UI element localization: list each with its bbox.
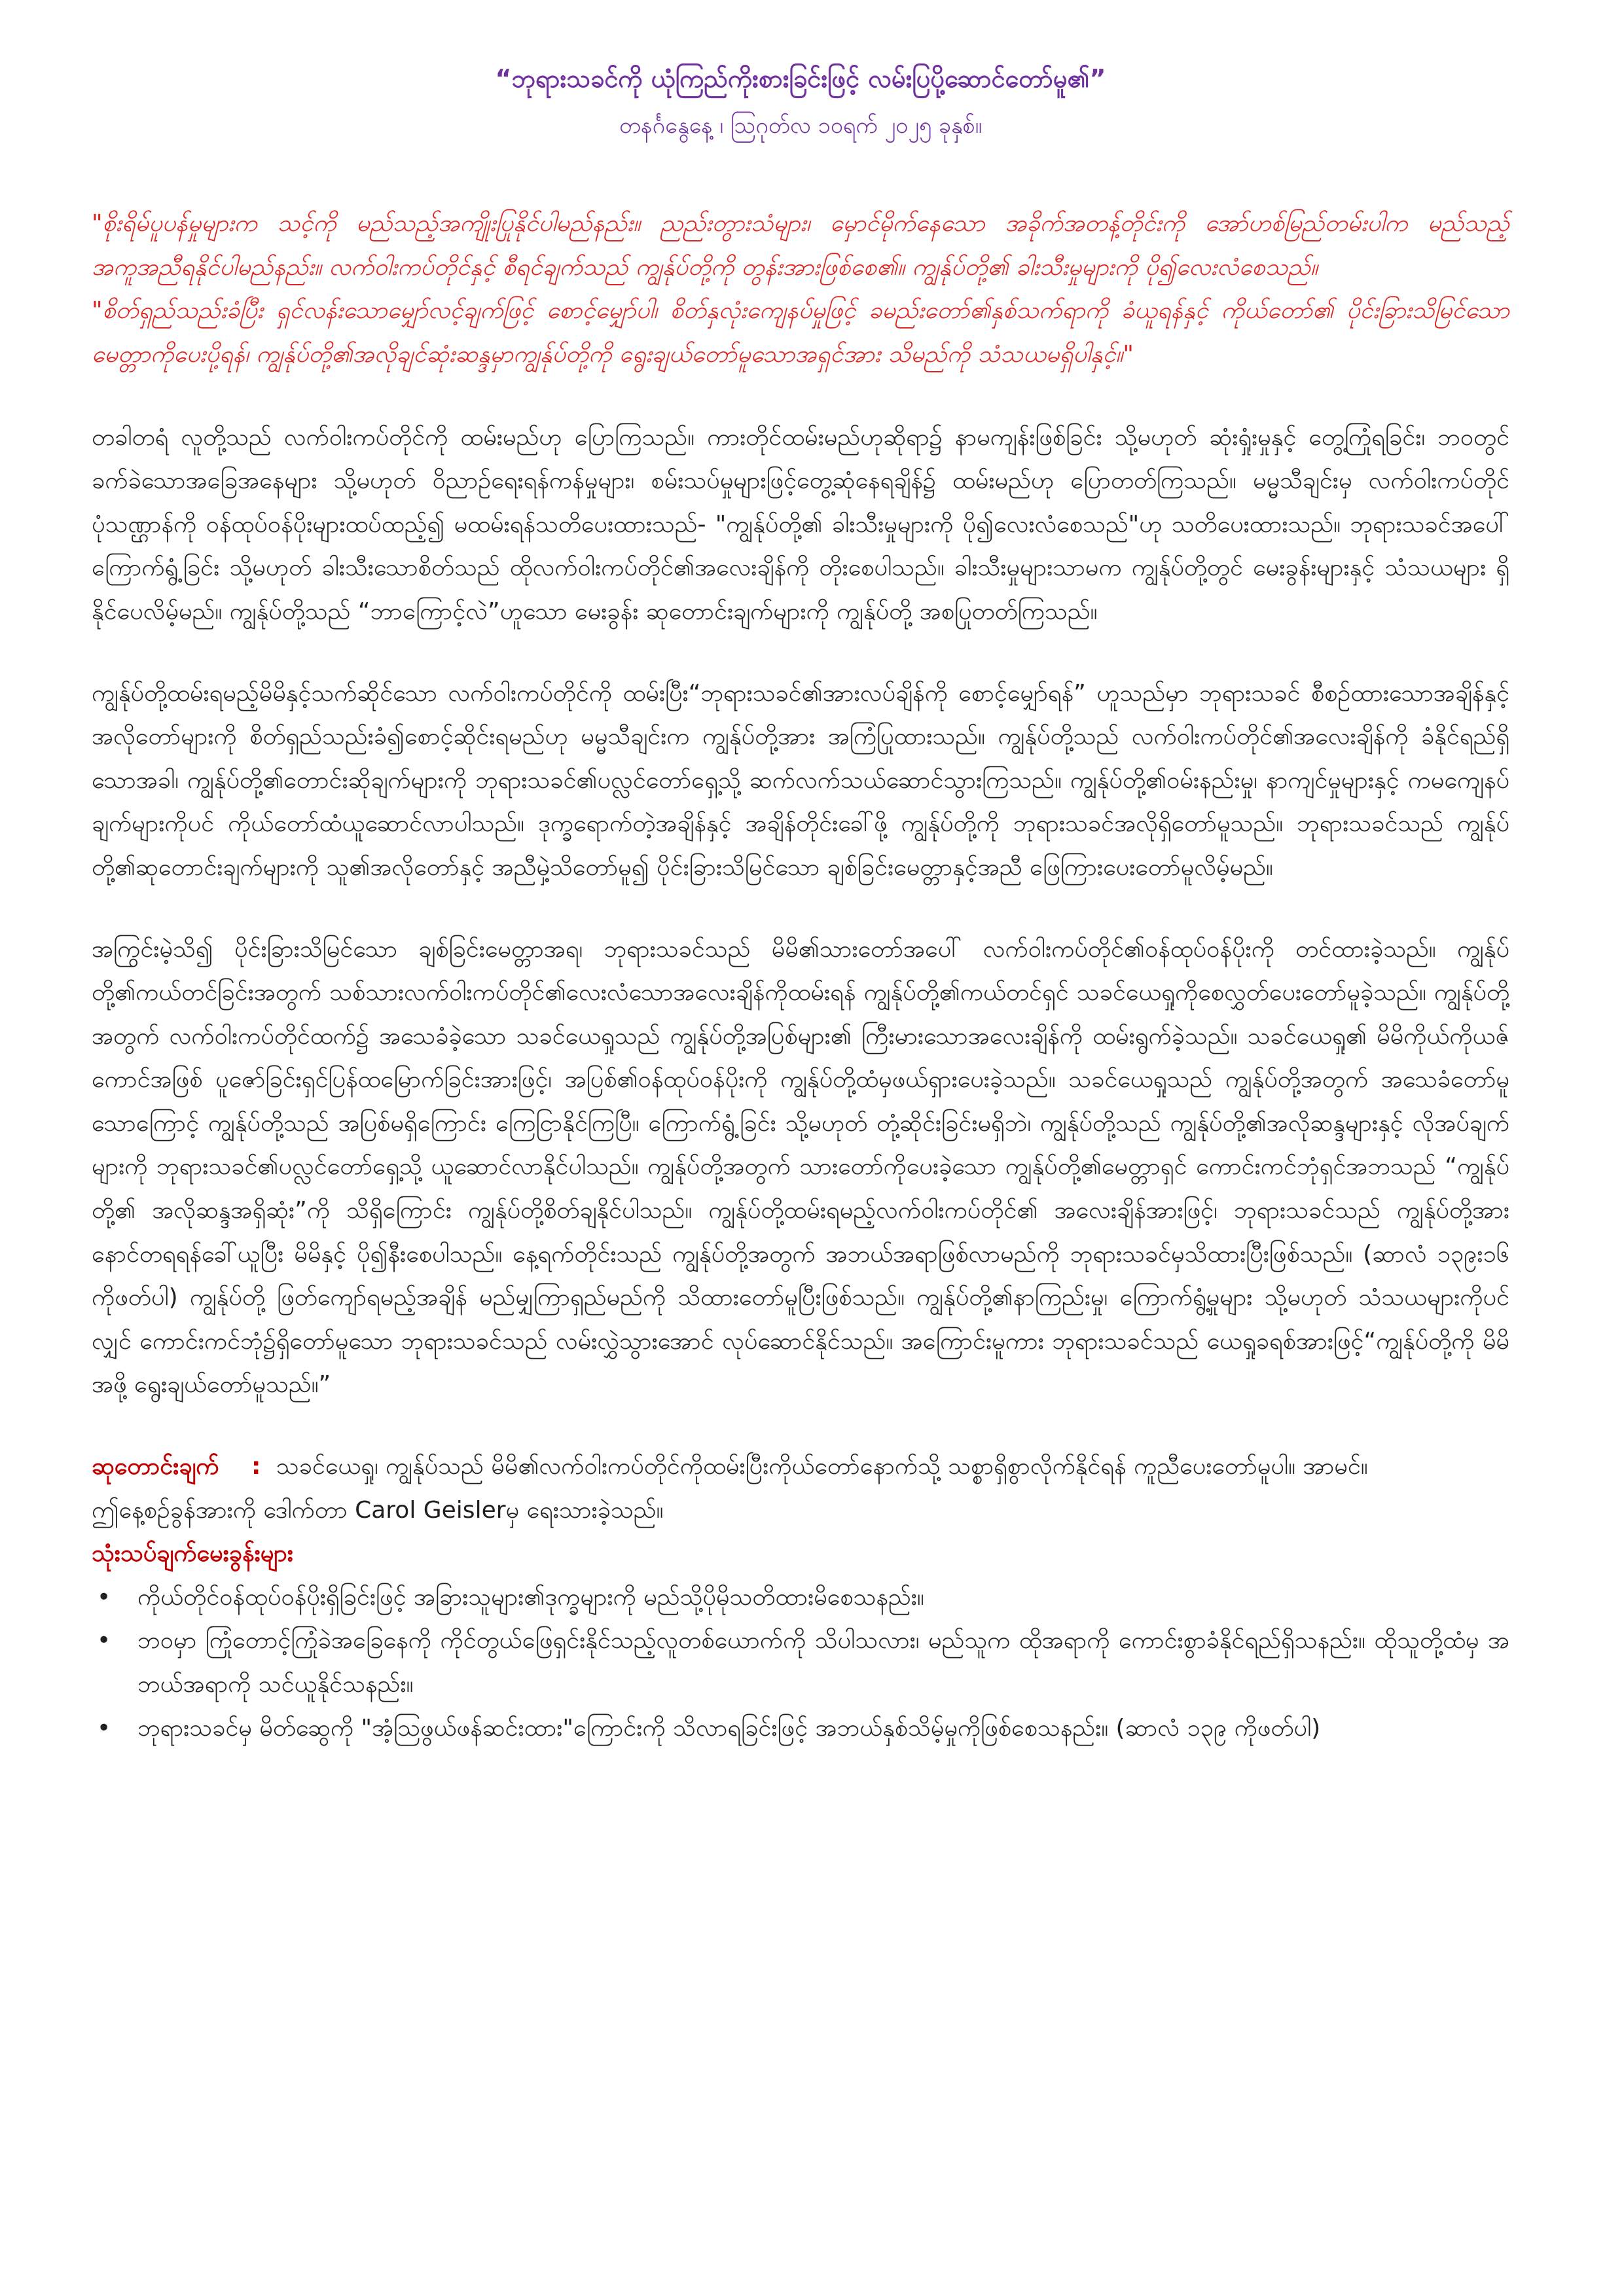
list-item <box>92 1619 1509 1706</box>
dateline: တနင်္ဂနွေနေ့ ၊ ဩဂုတ်လ ၁၀ရက် ၂၀၂၅ ခုနှစ်။ <box>619 112 983 139</box>
body-paragraph-1: တခါတရံ လူတို့သည် လက်ဝါးကပ်တိုင်ကို ထမ်းမည်ဟု ပြောကြသည်။ ကားတိုင်ထမ်းမည်ဟုဆိုရာ၌ နာမကျန်းဖြစ်ခြင်း သို့မဟုတ် ဆုံးရှုံးမှုနှင့် တွေ့ကြုံရခြင်း၊ ဘဝတွင် ခက်ခဲသောအခြေအနေများ သို့မဟုတ် ဝိညာဉ်ရေးရန်ကန်မှုများ၊ စမ်းသပ်မှုများဖြင့်တွေ့ဆုံနေရချိန်၌ ထမ်းမည်ဟု ပြောတတ်ကြသည်။ မမ္မသီချင်းမှ လက်ဝါးကပ်တိုင်ပုံသဏ္ဌာန်ကို ဝန်ထုပ်ဝန်ပိုးများထပ်ထည့်၍ မထမ်းရန်သတိပေးထားသည်- "ကျွန်ုပ်တို့၏ ခါးသီးမှုများကို ပို၍လေးလံစေသည်"ဟု သတိပေးထားသည်။ ဘုရားသခင်အပေါ်ကြောက်ရွံ့ခြင်း သို့မဟုတ် ခါးသီးသောစိတ်သည် ထိုလက်ဝါးကပ်တိုင်၏အလေးချိန်ကို တိုးစေပါသည်။ ခါးသီးမှုများသာမက ကျွန်ုပ်တို့တွင် မေးခွန်းများနှင့် သံသယများ ရှိနိုင်ပေလိမ့်မည်။ ကျွန်ုပ်တို့သည် “ဘာကြောင့်လဲ”ဟူသော မေးခွန်း ဆုတောင်းချက်များကို ကျွန်ုပ်တို့ အစပြုတတ်ကြသည်။ <box>92 423 1509 625</box>
bullet-icon: • <box>97 1714 111 1742</box>
quote-1: "စိုးရိမ်ပူပန်မှုများက သင့်ကို မည်သည့်အကျိုးပြုနိုင်ပါမည်နည်း။ ညည်းတွားသံများ၊ မှောင်မိုက်နေသော အခိုက်အတန့်တိုင်းကို အော်ဟစ်မြည်တမ်းပါက မည်သည့်အကူအညီရနိုင်ပါမည်နည်း။ လက်ဝါးကပ်တိုင်နှင့် စီရင်ချက်သည် ကျွန်ုပ်တို့ကို တွန်းအားဖြစ်စေ၏။ ကျွန်ုပ်တို့၏ ခါးသီးမှုများကို ပို၍လေးလံစေသည်။ <box>92 210 1509 281</box>
prayer-separator: : <box>251 1453 261 1480</box>
question-text: ဘုရားသခင်မှ မိတ်ဆွေကို "အံ့သြဖွယ်ဖန်ဆင်းထား"ကြောင်းကို သိလာရခြင်းဖြင့် အဘယ်နှစ်သိမ့်မှုကိုဖြစ်စေသနည်း။ (ဆာလံ ၁၃၉ ကိုဖတ်ပါ) <box>137 1714 1321 1742</box>
questions-list <box>92 1576 1509 1750</box>
quote-2: "စိတ်ရှည်သည်းခံပြီး ရှင်လန်းသောမျှော်လင့်ချက်ဖြင့် စောင့်မျှော်ပါ၊ စိတ်နှလုံးကျေနပ်မှုဖြင့် ခမည်းတော်၏နှစ်သက်ရာကို ခံယူရန်နှင့် ကိုယ်တော်၏ ပိုင်းခြားသိမြင်သောမေတ္တာကိုပေးပို့ရန်၊ ကျွန်ုပ်တို့၏အလိုချင်ဆုံးဆန္ဒမှာကျွန်ုပ်တို့ကို ရွေးချယ်တော်မူသောအရှင်အား သိမည်ကို သံသယမရှိပါနှင့်။" <box>92 297 1509 368</box>
list-item <box>92 1576 1509 1620</box>
opening-quotes <box>92 202 1509 376</box>
body-paragraph-2: ကျွန်ုပ်တို့ထမ်းရမည့်မိမိနှင့်သက်ဆိုင်သော လက်ဝါးကပ်တိုင်ကို ထမ်းပြီး“ဘုရားသခင်၏အားလပ်ချိန်ကို စောင့်မျှော်ရန်” ဟူသည်မှာ ဘုရားသခင် စီစဉ်ထားသောအချိန်နှင့် အလိုတော်များကို စိတ်ရှည်သည်းခံ၍စောင့်ဆိုင်းရမည်ဟု မမ္မသီချင်းက ကျွန်ုပ်တို့အား အကြံပြုထားသည်။ ကျွန်ုပ်တို့သည် လက်ဝါးကပ်တိုင်၏အလေးချိန်ကို ခံနိုင်ရည်ရှိသောအခါ၊ ကျွန်ုပ်တို့၏တောင်းဆိုချက်များကို ဘုရားသခင်၏ပလ္လင်တော်ရှေ့သို့ ဆက်လက်သယ်ဆောင်သွားကြသည်။ ကျွန်ုပ်တို့၏ဝမ်းနည်းမှု၊ နာကျင်မှုများနှင့် ကမကျေနပ်ချက်များကိုပင် ကိုယ်တော်ထံယူဆောင်လာပါသည်။ ဒုက္ခရောက်တဲ့အချိန်နှင့် အချိန်တိုင်းခေါ်ဖို့ ကျွန်ုပ်တို့ကို ဘုရားသခင်အလိုရှိတော်မူသည်။ ဘုရားသခင်သည် ကျွန်ုပ်တို့၏ဆုတောင်းချက်များကို သူ၏အလိုတော်နှင့် အညီမှဲ့သိတော်မူ၍ ပိုင်းခြားသိမြင်သော ချစ်ခြင်းမေတ္တာနှင့်အညီ ဖြေကြားပေးတော်မူလိမ့်မည်။ <box>92 679 1509 881</box>
author-line: ဤနေ့စဉ်ခွန်အားကို ဒေါက်တာ Carol Geislerမှ ရေးသားခဲ့သည်။ <box>92 1496 664 1524</box>
bullet-icon: • <box>97 1583 111 1611</box>
list-item <box>92 1707 1509 1751</box>
prayer-text: သခင်ယေရှု၊ ကျွန်ုပ်သည် မိမိ၏လက်ဝါးကပ်တိုင်ကိုထမ်းပြီးကိုယ်တော်နောက်သို့ သစ္စာရှိစွာလိုက်နိုင်ရန် ကူညီပေးတော်မူပါ။ အာမင်။ <box>276 1453 1368 1480</box>
prayer <box>92 1445 1509 1489</box>
bullet-icon: • <box>97 1627 111 1655</box>
page-title: “ဘုရားသခင်ကို ယုံကြည်ကိုးစားခြင်းဖြင့် လမ်းပြပို့ဆောင်တော်မူ၏” <box>495 64 1106 93</box>
body-paragraph-3: အကြွင်းမဲ့သိ၍ ပိုင်းခြားသိမြင်သော ချစ်ခြင်းမေတ္တာအရ၊ ဘုရားသခင်သည် မိမိ၏သားတော်အပေါ် လက်ဝါးကပ်တိုင်၏ဝန်ထုပ်ဝန်ပိုးကို တင်ထားခဲ့သည်။ ကျွန်ုပ်တို့၏ကယ်တင်ခြင်းအတွက် သစ်သားလက်ဝါးကပ်တိုင်၏လေးလံသောအလေးချိန်ကိုထမ်းရန် ကျွန်ုပ်တို့၏ကယ်တင်ရှင် သခင်ယေရှုကိုစေလွှတ်ပေးတော်မူခဲ့သည်။ ကျွန်ုပ်တို့အတွက် လက်ဝါးကပ်တိုင်ထက်၌ အသေခံခဲ့သော သခင်ယေရှုသည် ကျွန်ုပ်တို့အပြစ်များ၏ ကြီးမားသောအလေးချိန်ကို ထမ်းရွက်ခဲ့သည်။ သခင်ယေရှု၏ မိမိကိုယ်ကိုယဇ်ကောင်အဖြစ် ပူဇော်ခြင်းရှင်ပြန်ထမြောက်ခြင်းအားဖြင့်၊ အပြစ်၏ဝန်ထုပ်ဝန်ပိုးကို ကျွန်ုပ်တို့ထံမှဖယ်ရှားပေးခဲ့သည်။ သခင်ယေရှုသည် ကျွန်ုပ်တို့အတွက် အသေခံတော်မူသောကြောင့် ကျွန်ုပ်တို့သည် အပြစ်မရှိကြောင်း ကြေငြာနိုင်ကြပြီ။ ကြောက်ရွံ့ခြင်း သို့မဟုတ် တုံ့ဆိုင်းခြင်းမရှိဘဲ၊ ကျွန်ုပ်တို့သည် ကျွန်ုပ်တို့၏အလိုဆန္ဒများနှင့် လိုအပ်ချက်များကို ဘုရားသခင်၏ပလ္လင်တော်ရှေ့သို့ ယူဆောင်လာနိုင်ပါသည်။ ကျွန်ုပ်တို့အတွက် သားတော်ကိုပေးခဲ့သော ကျွန်ုပ်တို့၏မေတ္တာရှင် ကောင်းကင်ဘုံရှင်အဘသည် “ကျွန်ုပ်တို့၏ အလိုဆန္ဒအရှိဆုံး”ကို သိရှိကြောင်း ကျွန်ုပ်တို့စိတ်ချနိုင်ပါသည်။ ကျွန်ုပ်တို့ထမ်းရမည့်လက်ဝါးကပ်တိုင်၏ အလေးချိန်အားဖြင့်၊ ဘုရားသခင်သည် ကျွန်ုပ်တို့အားနောင်တရရန်ခေါ်ယူပြီး မိမိနှင့် ပို၍နီးစေပါသည်။ နေ့ရက်တိုင်းသည် ကျွန်ုပ်တို့အတွက် အဘယ်အရာဖြစ်လာမည်ကို ဘုရားသခင်မှသိထားပြီးဖြစ်သည်။ (ဆာလံ ၁၃၉း၁၆ ကိုဖတ်ပါ) ကျွန်ုပ်တို့ ဖြတ်ကျော်ရမည့်အချိန် မည်မျှကြာရှည်မည်ကို သိထားတော်မူပြီးဖြစ်သည်။ ကျွန်ုပ်တို့၏နာကြည်းမှု၊ ကြောက်ရွံ့မှုများ သို့မဟုတ် သံသယများကိုပင်လျှင် ကောင်းကင်ဘုံ၌ရှိတော်မူသော ဘုရားသခင်သည် လမ်းလွှဲသွားအောင် လုပ်ဆောင်နိုင်သည်။ အကြောင်းမူကား ဘုရားသခင်သည် ယေရှုခရစ်အားဖြင့်“ကျွန်ုပ်တို့ကို မိမိအဖို့ ရွေးချယ်တော်မူသည်။” <box>92 935 1509 1399</box>
questions-heading: သုံးသပ်ချက်မေးခွန်းများ <box>92 1540 293 1568</box>
prayer-label: ဆုတောင်းချက် <box>92 1453 219 1480</box>
question-text: ဘဝမှာ ကြုံတောင့်ကြုံခဲအခြေနေကို ကိုင်တွယ်ဖြေရှင်းနိုင်သည့်လူတစ်ယောက်ကို သိပါသလား၊ မည်သူက ထိုအရာကို ကောင်းစွာခံနိုင်ရည်ရှိသနည်း။ ထိုသူတို့ထံမှ အဘယ်အရာကို သင်ယူနိုင်သနည်း။ <box>137 1627 1509 1698</box>
question-text: ကိုယ်တိုင်ဝန်ထုပ်ဝန်ပိုးရှိခြင်းဖြင့် အခြားသူများ၏ဒုက္ခများကို မည်သို့ပိုမိုသတိထားမိစေသနည်း။ <box>137 1583 924 1611</box>
